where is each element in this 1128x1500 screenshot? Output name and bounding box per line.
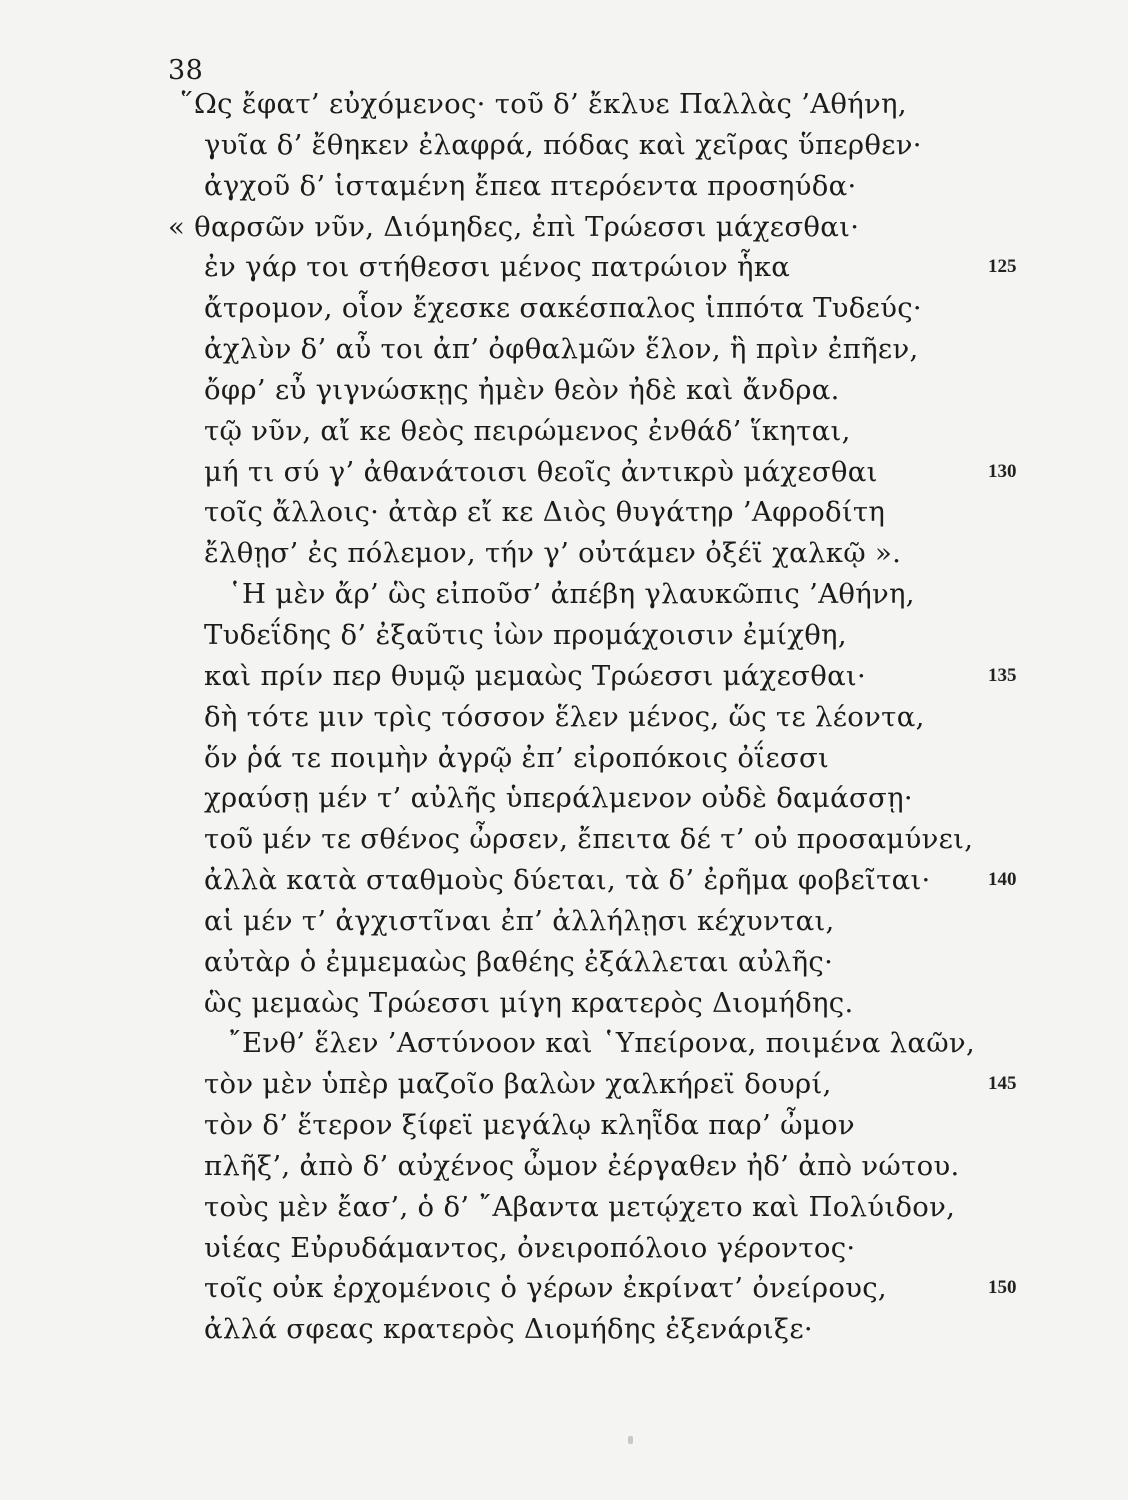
line-number: 145 [988,1073,1017,1095]
verse-text: αὐτὰρ ὁ ἐμμεμαὼς βαθέης ἐξάλλεται αὐλῆς· [204,945,834,978]
verse-text: καὶ πρίν περ θυμῷ μεμαὼς Τρώεσσι μάχεσθαι· [204,659,867,692]
verse-text: ῾Η μὲν ἄρ’ ὣς εἰποῦσ’ ἀπέβη γλαυκῶπις ’Αθήνη, [228,578,915,611]
verse-text: ὄφρ’ εὖ γιγνώσκῃς ἠμὲν θεὸν ἠδὲ καὶ ἄνδρα. [204,373,840,406]
line-number: 125 [988,256,1017,278]
verse-text: γυῖα δ’ ἔθηκεν ἐλαφρά, πόδας καὶ χεῖρας ὕπερθεν· [204,128,922,161]
verse-line [0,125,1128,166]
verse-line [0,778,1128,819]
verse-text: ὅν ῥά τε ποιμὴν ἀγρῷ ἐπ’ εἰροπόκοις ὀΐεσσι [204,741,830,774]
verse-line [0,860,1128,901]
verse-line [0,166,1128,207]
verse-line [0,901,1128,942]
verse-line [0,738,1128,779]
verse-text: ῎Ενθ’ ἕλεν ’Αστύνοον καὶ ῾Υπείρονα, ποιμένα λαῶν, [228,1027,975,1060]
verse-line [0,697,1128,738]
line-number: 150 [988,1277,1017,1299]
verse-text: τῷ νῦν, αἴ κε θεὸς πειρώμενος ἐνθάδ’ ἵκηται, [204,414,851,447]
verse-line [0,247,1128,288]
verse-line [0,288,1128,329]
verse-line [0,1146,1128,1187]
verse-text: τοῖς οὐκ ἐρχομένοις ὁ γέρων ἐκρίνατ’ ὀνείρους, [204,1272,887,1305]
page-number: 38 [168,55,204,86]
verse-line [0,452,1128,493]
paper-speck [628,1436,633,1444]
verse-line [0,84,1128,125]
verse-text: ῞Ως ἔφατ’ εὐχόμενος· τοῦ δ’ ἔκλυε Παλλὰς ’Αθήνη, [180,88,907,120]
verse-line [0,533,1128,574]
verse-text: υἱέας Εὐρυδάμαντος, ὀνειροπόλοιο γέροντος· [204,1231,856,1264]
verse-text: μή τι σύ γ’ ἀθανάτοισι θεοῖς ἀντικρὺ μάχεσθαι [204,455,878,488]
verse-line [0,656,1128,697]
verse-line [0,411,1128,452]
verse-text: δὴ τότε μιν τρὶς τόσσον ἕλεν μένος, ὥς τε λέοντα, [204,700,925,733]
verse-text: τὸν μὲν ὑπὲρ μαζοῖο βαλὼν χαλκήρεϊ δουρί, [204,1068,832,1101]
verse-text: χραύσῃ μέν τ’ αὐλῆς ὑπεράλμενον οὐδὲ δαμάσσῃ· [204,782,913,815]
verse-line [0,1064,1128,1105]
verse-text: τοῦ μέν τε σθένος ὦρσεν, ἔπειτα δέ τ’ οὐ προσαμύνει, [204,823,974,856]
verse-text: τοὺς μὲν ἔασ’, ὁ δ’ ῎Αβαντα μετῴχετο καὶ Πολύιδον, [204,1190,956,1223]
verse-line [0,983,1128,1024]
verse-text: Τυδεΐδης δ’ ἐξαῦτις ἰὼν προμάχοισιν ἐμίχθη, [204,618,847,651]
verse-text: ἔλθῃσ’ ἐς πόλεμον, τήν γ’ οὐτάμεν ὀξέϊ χαλκῷ ». [204,537,902,570]
verse-line [0,329,1128,370]
verse-line [0,942,1128,983]
verse-text: τοῖς ἄλλοις· ἀτὰρ εἴ κε Διὸς θυγάτηρ ’Αφροδίτη [204,496,886,529]
verse-line [0,1023,1128,1064]
verse-line [0,370,1128,411]
verse-text: πλῆξ’, ἀπὸ δ’ αὐχένος ὦμον ἐέργαθεν ἠδ’ ἀπὸ νώτου. [204,1149,960,1182]
verse-line [0,1309,1128,1350]
verse-block [0,84,1128,1350]
verse-text: « θαρσῶν νῦν, Διόμηδες, ἐπὶ Τρώεσσι μάχεσθαι· [168,210,860,243]
verse-text: ἐν γάρ τοι στήθεσσι μένος πατρώιον ἧκα [204,251,791,284]
line-number: 135 [988,664,1017,686]
line-number: 140 [988,869,1017,891]
verse-text: ἄτρομον, οἷον ἔχεσκε σακέσπαλος ἱππότα Τυδεύς· [204,292,922,325]
verse-text: ἀλλὰ κατὰ σταθμοὺς δύεται, τὰ δ’ ἐρῆμα φοβεῖται· [204,864,931,897]
verse-line [0,1228,1128,1269]
verse-text: ἀλλά σφεας κρατερὸς Διομήδης ἐξενάριξε· [204,1313,813,1346]
verse-text: τὸν δ’ ἕτερον ξίφεϊ μεγάλῳ κληῗδα παρ’ ὦμον [204,1109,855,1142]
verse-line [0,574,1128,615]
verse-line [0,819,1128,860]
verse-text: αἱ μέν τ’ ἀγχιστῖναι ἐπ’ ἀλλήλῃσι κέχυνται, [204,904,835,937]
verse-line [0,615,1128,656]
verse-text: ἀγχοῦ δ’ ἱσταμένη ἔπεα πτερόεντα προσηύδα· [204,169,857,202]
verse-line [0,1187,1128,1228]
verse-line [0,1268,1128,1309]
verse-text: ὣς μεμαὼς Τρώεσσι μίγη κρατερὸς Διομήδης. [204,986,854,1019]
verse-line [0,492,1128,533]
verse-line [0,1105,1128,1146]
verse-text: ἀχλὺν δ’ αὖ τοι ἀπ’ ὀφθαλμῶν ἕλον, ἣ πρὶν ἐπῆεν, [204,333,919,366]
verse-line [0,207,1128,248]
line-number: 130 [988,460,1017,482]
